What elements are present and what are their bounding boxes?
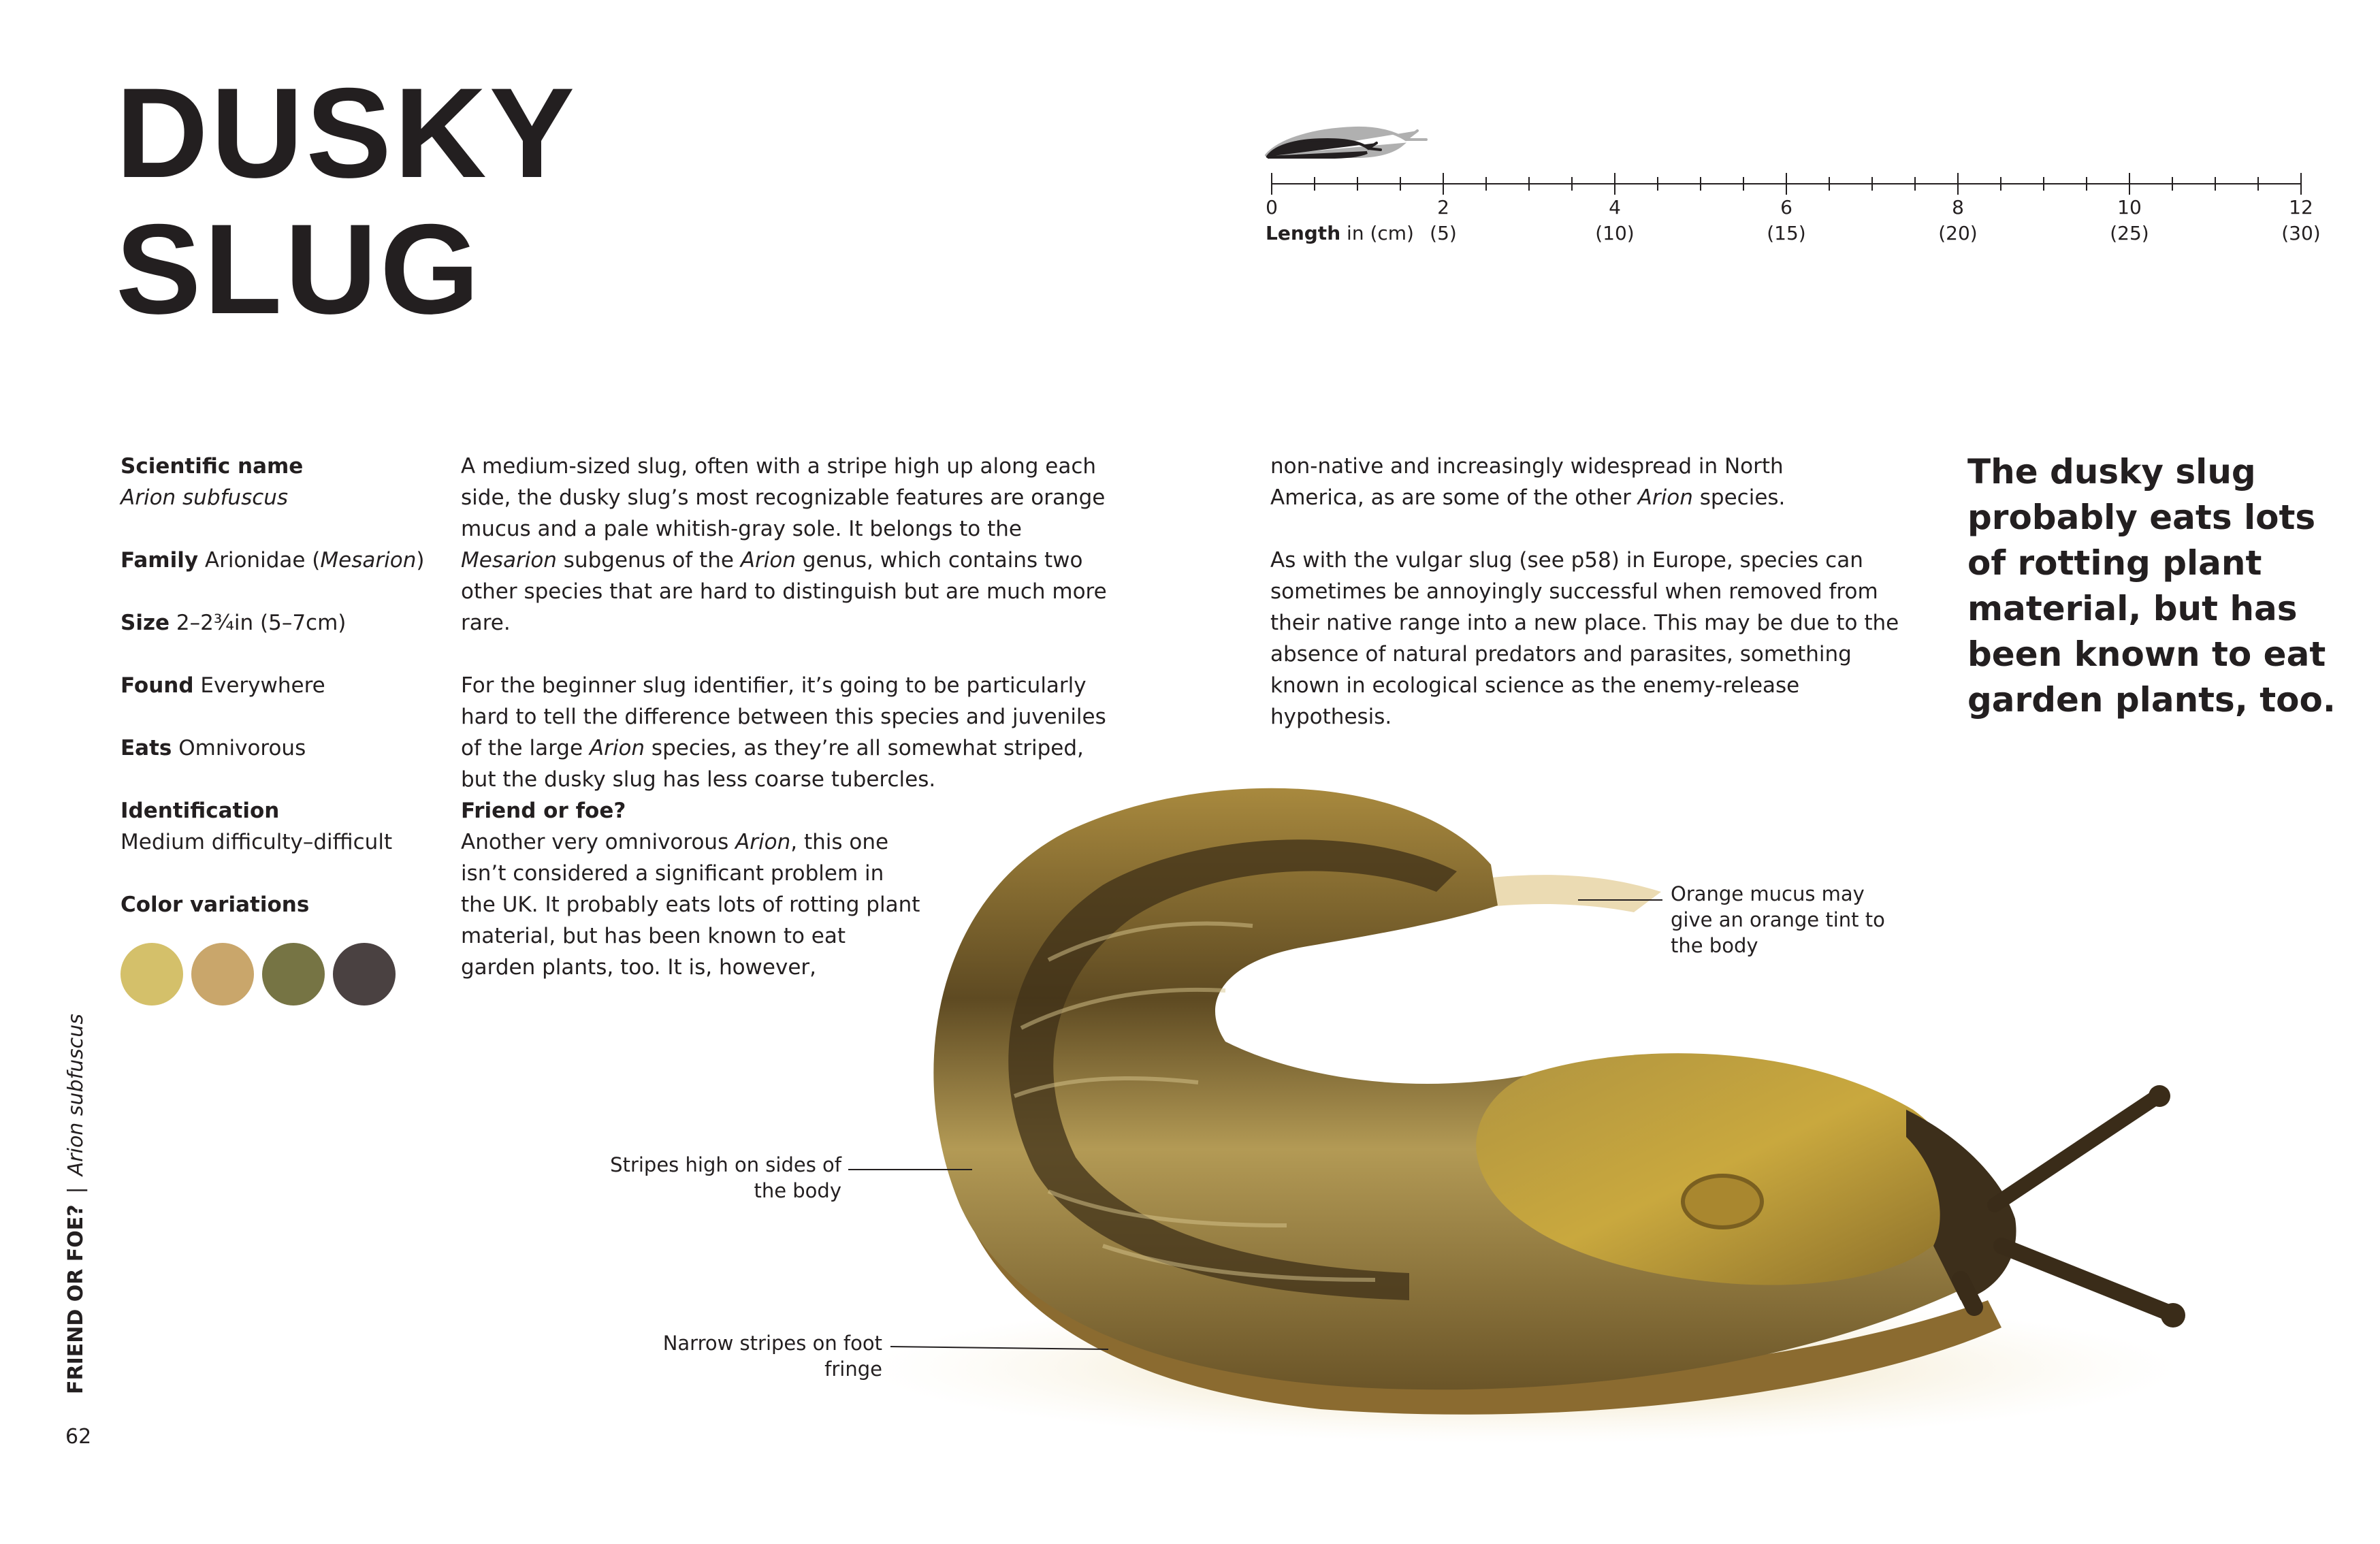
slug-silhouette-icon: [1266, 128, 1426, 157]
fact-family: [120, 545, 434, 576]
fact-identification: [120, 795, 434, 858]
page-title: [116, 61, 578, 340]
body-paragraph-1: [461, 451, 1108, 639]
lower-tentacle: [2001, 1246, 2172, 1314]
fact-size-label: Size: [120, 611, 170, 635]
p4-italic-1: Arion: [1637, 485, 1693, 510]
ruler-tick-inches: 4: [1609, 196, 1621, 219]
running-header-separator: |: [64, 1187, 88, 1194]
mucus-tail-edge: [1470, 875, 1661, 912]
fact-found-value: Everywhere: [200, 673, 325, 698]
color-swatch-2: [191, 943, 254, 1006]
fact-scientific-name-label: Scientific name: [120, 454, 304, 479]
fact-color-variations-label: Color variations: [120, 892, 310, 917]
fact-scientific-name: [120, 451, 434, 513]
length-scale: [1239, 102, 2342, 266]
running-header-species: Arion subfuscus: [64, 1014, 88, 1176]
ruler-tick-label: [1917, 195, 1999, 246]
running-header: [64, 1014, 88, 1394]
p3-italic-1: Arion: [735, 830, 791, 854]
slug-illustration-svg: [844, 756, 2240, 1464]
ruler-tick-inches: 2: [1437, 196, 1449, 219]
ruler-tick-label: [1746, 195, 1827, 246]
fact-identification-value: Medium difficulty–difficult: [120, 830, 393, 854]
fact-size: [120, 607, 434, 639]
upper-tentacle-tip: [2149, 1085, 2170, 1107]
fact-family-subgenus: Mesarion: [320, 548, 417, 573]
length-label: [1266, 222, 1414, 244]
ruler-tick-cm: (15): [1767, 222, 1806, 244]
ruler-tick-cm: (10): [1595, 222, 1635, 244]
ruler-tick-cm: (20): [1938, 222, 1978, 244]
fact-eats-label: Eats: [120, 736, 172, 760]
page-title-line1: DUSKY: [116, 61, 578, 204]
running-header-section: FRIEND OR FOE?: [64, 1204, 88, 1394]
p1-italic-1: Mesarion: [461, 548, 557, 573]
color-swatch-4: [333, 943, 396, 1006]
fact-eats: [120, 733, 434, 764]
page-number: 62: [65, 1425, 92, 1449]
p4-text-b: species.: [1692, 485, 1786, 510]
p3-text-a: Another very omnivorous: [461, 830, 736, 854]
length-label-bold: Length: [1266, 222, 1341, 244]
fact-found-label: Found: [120, 673, 194, 698]
fact-identification-label: Identification: [120, 799, 280, 823]
dusky-slug-illustration: [844, 756, 2240, 1464]
ruler-tick-inches: 10: [2117, 196, 2142, 219]
fact-eats-value: Omnivorous: [178, 736, 306, 760]
friend-or-foe-heading: Friend or foe?: [461, 799, 626, 823]
fact-family-value: Arionidae (: [204, 548, 321, 573]
upper-tentacle: [1995, 1096, 2158, 1205]
breathing-pore: [1683, 1176, 1762, 1227]
fact-found: [120, 670, 434, 701]
lower-tentacle-tip: [2161, 1303, 2185, 1328]
length-label-unit: in (cm): [1340, 222, 1414, 244]
p2-text-b: species, as they’re all somewhat striped, but the dusky slug has less coarse tubercles.: [461, 736, 1084, 792]
p1-text-b: subgenus of the: [556, 548, 741, 573]
ruler-tick-cm: (5): [1430, 222, 1457, 244]
color-swatch-1: [120, 943, 183, 1006]
color-swatch-3: [262, 943, 325, 1006]
ruler-tick-label: [1231, 195, 1313, 221]
ruler-tick-inches: 8: [1952, 196, 1964, 219]
callout-orange-mucus: Orange mucus may give an orange tint to the body: [1671, 882, 1885, 957]
ruler-tick-inches: 0: [1266, 196, 1278, 219]
ruler-ticks: [1272, 173, 2301, 195]
body-paragraph-5: As with the vulgar slug (see p58) in Europe, species can sometimes be annoyingly successful when removed from their native range into a new place. This may be due to the absence of natural predators and parasites, something known in ecological science as the enemy-release hypothesis.: [1270, 548, 1899, 729]
p3-text-b: , this one isn’t considered a significant problem in the UK. It probably eats lots of rotting plant material, but has been known to eat garden plants, too. It is, however,: [461, 830, 920, 980]
callout-narrow-stripes: Narrow stripes on foot fringe: [662, 1332, 882, 1381]
ruler-tick-label: [2260, 195, 2342, 246]
p4-text-a: non-native and increasingly widespread in North America, as are some of the other: [1270, 454, 1784, 510]
p1-text-c: genus, which contains two other species that are hard to distinguish but are much more rare.: [461, 548, 1107, 635]
ruler-tick-label: [1402, 195, 1484, 246]
fact-color-variations: [120, 889, 434, 920]
ruler-tick-inches: 6: [1780, 196, 1792, 219]
ruler-tick-inches: 12: [2289, 196, 2313, 219]
p2-text-a: For the beginner slug identifier, it’s going to be particularly hard to tell the difference between this species and juveniles of the large: [461, 673, 1106, 760]
fact-scientific-name-value: Arion subfuscus: [120, 485, 289, 510]
pull-quote: The dusky slug probably eats lots of rotting plant material, but has been known to eat garden plants, too.: [1967, 452, 2336, 720]
p1-text-a: A medium-sized slug, often with a stripe high up along each side, the dusky slug’s most recognizable features are orange mucus and a pale whitish-gray sole. It belongs to the: [461, 454, 1106, 541]
ruler-tick-cm: (30): [2281, 222, 2321, 244]
page-title-line2: SLUG: [116, 197, 483, 340]
body-paragraph-4: [1270, 451, 1869, 513]
ruler-tick-label: [1574, 195, 1656, 246]
fact-family-label: Family: [120, 548, 199, 573]
callout-stripes-high: Stripes high on sides of the body: [610, 1153, 841, 1202]
ruler-tick-cm: (25): [2110, 222, 2149, 244]
species-facts: [120, 451, 434, 952]
fact-size-value: 2–2¾in (5–7cm): [176, 611, 347, 635]
p1-italic-2: Arion: [740, 548, 796, 573]
short-tentacle: [1961, 1280, 1974, 1307]
ruler-tick-label: [2089, 195, 2170, 246]
color-swatches: [120, 943, 396, 1006]
body-column-2: [1270, 451, 1924, 764]
fact-family-close: ): [416, 548, 425, 573]
p2-italic-1: Arion: [589, 736, 645, 760]
